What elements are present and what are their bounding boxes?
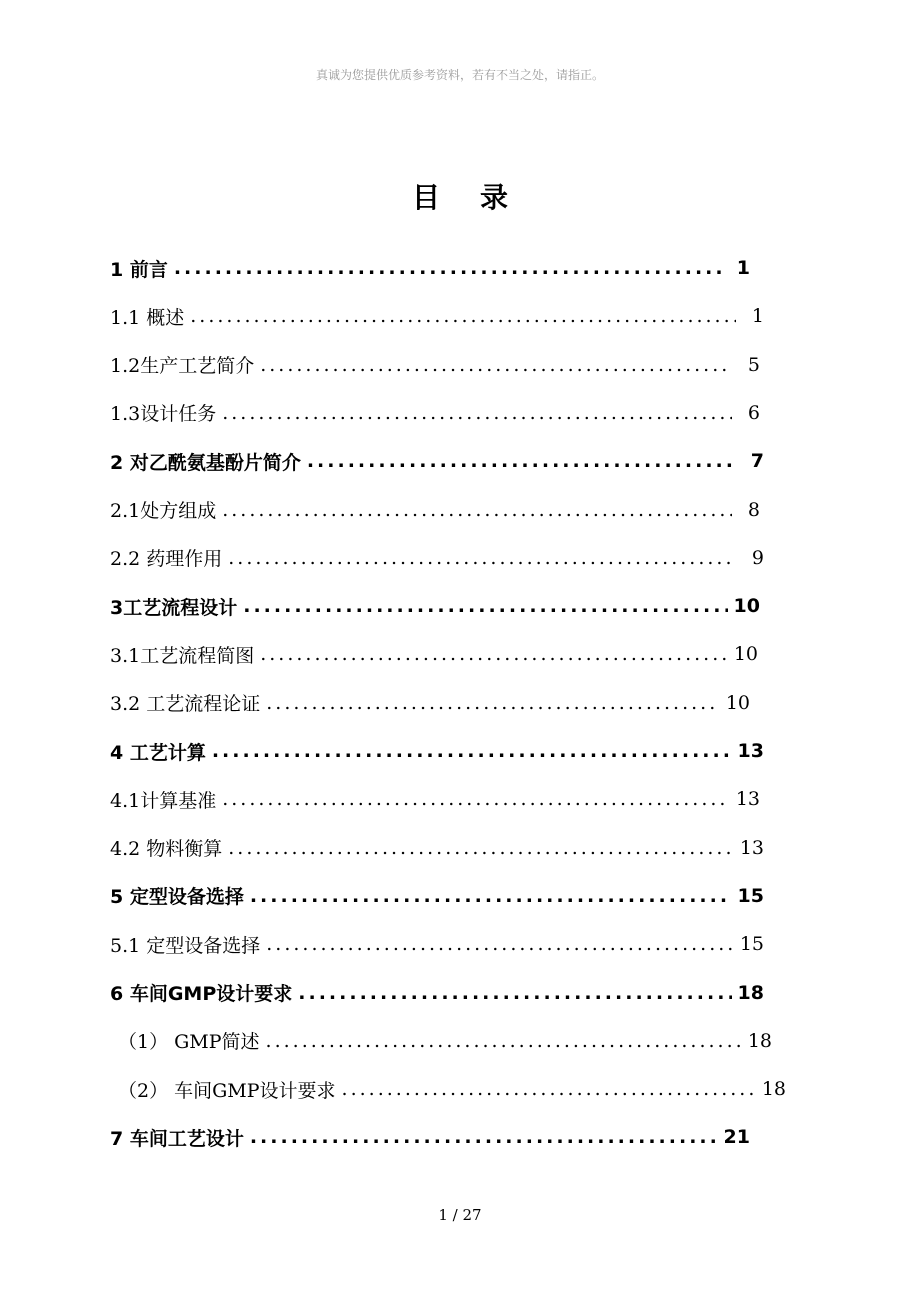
page-number: 1 / 27 <box>438 1206 482 1224</box>
toc-entry[interactable] <box>110 586 760 626</box>
toc-entry-page: 13 <box>735 788 760 811</box>
toc-entry[interactable] <box>110 248 750 288</box>
toc-entry[interactable] <box>118 1069 786 1109</box>
toc-entry-page: 15 <box>739 933 764 956</box>
toc-dot-leader <box>298 982 731 1004</box>
toc-entry-page: 15 <box>737 884 764 907</box>
toc-entry[interactable] <box>110 924 764 964</box>
toc-entry-page: 8 <box>747 498 760 521</box>
toc-entry-label: 2.1处方组成 <box>110 500 217 522</box>
toc-dot-leader <box>174 257 722 279</box>
toc-dot-leader <box>250 885 732 907</box>
toc-entry-label: 5.1 定型设备选择 <box>110 934 261 957</box>
toc-entry-page: 18 <box>761 1078 786 1101</box>
toc-entry-page: 21 <box>723 1126 750 1149</box>
toc-entry-page: 5 <box>747 353 760 376</box>
toc-entry[interactable] <box>110 973 764 1013</box>
toc-entry-label: （1） GMP简述 <box>118 1031 260 1054</box>
toc-entry-page: 18 <box>737 981 764 1004</box>
toc-dot-leader <box>342 1078 756 1100</box>
toc-entry[interactable] <box>110 828 764 868</box>
toc-entry[interactable] <box>110 1117 750 1157</box>
toc-entry-label: 4.2 物料衡算 <box>110 838 223 861</box>
header-watermark: 真诚为您提供优质参考资料，若有不当之处，请指正。 <box>315 68 604 82</box>
toc-entry-label: 1.3设计任务 <box>110 403 217 426</box>
toc-dot-leader <box>266 1030 742 1052</box>
toc-dot-leader <box>222 499 732 521</box>
toc-entry-page: 6 <box>747 401 760 424</box>
toc-entry-label: 4.1计算基准 <box>110 789 217 812</box>
toc-dot-leader <box>266 933 734 955</box>
toc-dot-leader <box>307 450 736 472</box>
toc-entry[interactable] <box>110 393 760 433</box>
toc-entry[interactable] <box>110 779 760 819</box>
toc-dot-leader <box>228 837 734 859</box>
toc-dot-leader <box>260 354 732 376</box>
toc-entry-page: 18 <box>747 1029 772 1052</box>
toc-dot-leader <box>212 740 732 762</box>
toc-entry-page: 7 <box>750 450 764 473</box>
toc-entry-label: 1.1 概述 <box>110 306 185 329</box>
toc-dot-leader <box>266 692 720 714</box>
toc-entry-label: 4 工艺计算 <box>110 741 206 764</box>
toc-entry-label: （2） 车间GMP设计要求 <box>118 1079 336 1102</box>
toc-entry-page: 10 <box>733 595 760 618</box>
toc-entry-page: 10 <box>733 643 758 666</box>
toc-entry[interactable] <box>110 296 764 336</box>
toc-entry[interactable] <box>110 538 764 578</box>
toc-entry[interactable] <box>110 490 760 530</box>
toc-entry-label: 2.2 药理作用 <box>110 548 223 571</box>
toc-entry-label: 5 定型设备选择 <box>110 886 244 909</box>
toc-dot-leader <box>190 305 736 327</box>
toc-entry-page: 9 <box>751 546 764 569</box>
toc-entry-label: 1.2生产工艺简介 <box>110 355 255 378</box>
toc-dot-leader <box>222 788 730 810</box>
toc-entry-label: 6 车间GMP设计要求 <box>110 983 293 1005</box>
toc-entry[interactable] <box>110 731 764 771</box>
toc-entry-label: 7 车间工艺设计 <box>110 1127 244 1150</box>
toc-dot-leader <box>260 643 728 665</box>
toc-entry-label: 2 对乙酰氨基酚片简介 <box>110 451 301 474</box>
toc-entry[interactable] <box>110 876 764 916</box>
toc-dot-leader <box>250 1126 718 1148</box>
toc-entry-page: 1 <box>736 257 750 279</box>
toc-entry-label: 3工艺流程设计 <box>110 596 238 619</box>
toc-entry[interactable] <box>110 634 758 674</box>
page-title: 目录 <box>411 181 548 214</box>
toc-entry-page: 1 <box>751 305 764 328</box>
toc-entry-page: 13 <box>737 740 764 762</box>
toc-entry-label: 3.2 工艺流程论证 <box>110 693 261 716</box>
toc-entry[interactable] <box>110 345 760 385</box>
toc-entry[interactable] <box>110 441 764 481</box>
toc-entry-label: 3.1工艺流程简图 <box>110 644 255 667</box>
toc-entry-page: 13 <box>739 836 764 859</box>
toc-dot-leader <box>222 402 732 424</box>
toc-entry-page: 10 <box>725 691 750 714</box>
toc-entry[interactable] <box>118 1021 772 1061</box>
toc-entry-label: 1 前言 <box>110 258 168 281</box>
toc-dot-leader <box>243 595 727 617</box>
toc-entry[interactable] <box>110 683 750 723</box>
toc-dot-leader <box>228 547 736 569</box>
